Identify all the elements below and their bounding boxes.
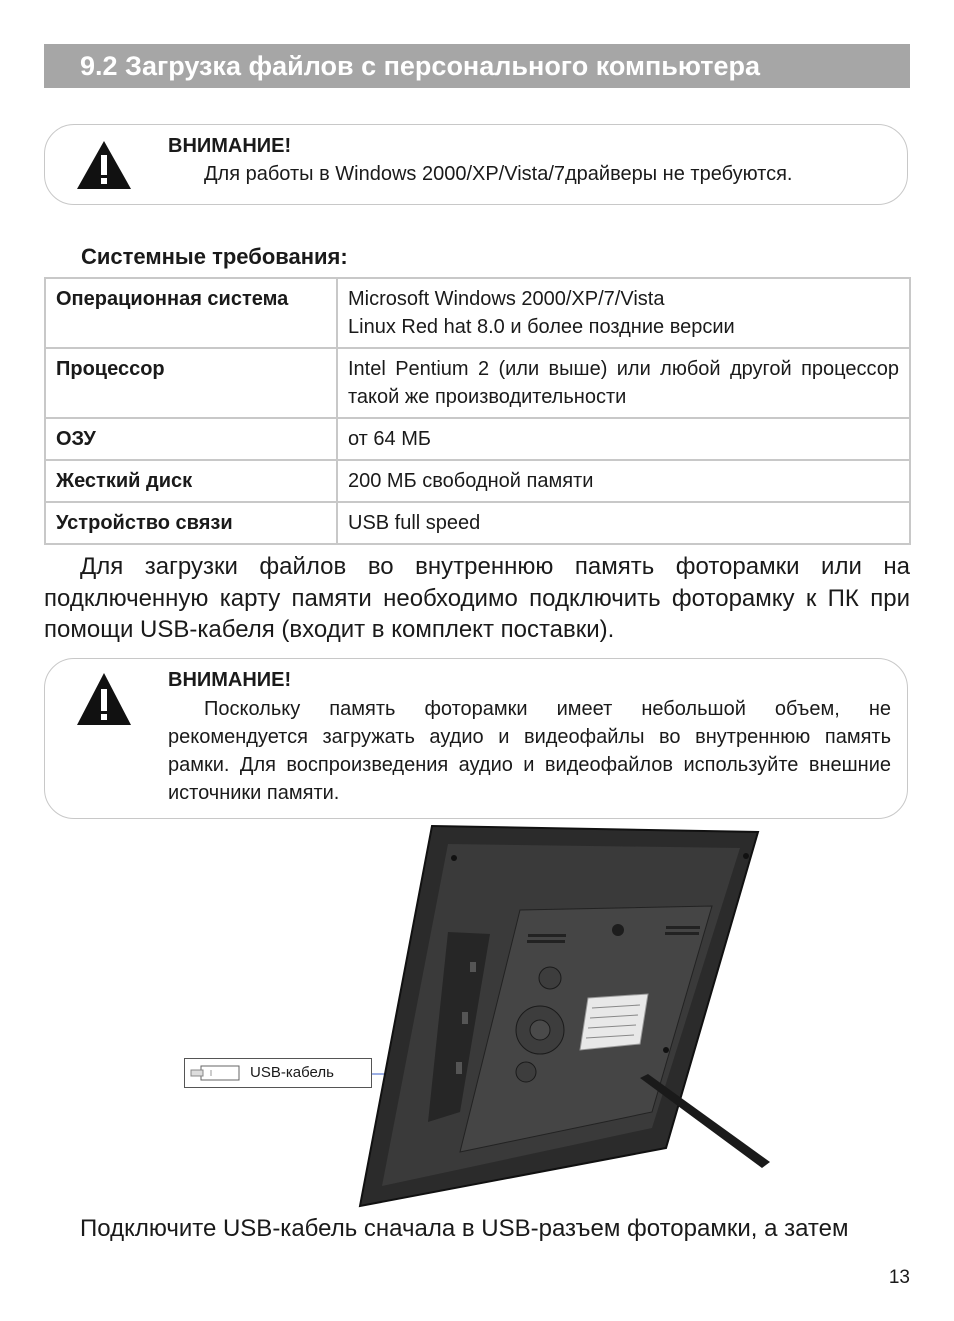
table-row (45, 502, 910, 544)
row-label: Процессор (45, 348, 337, 418)
row-value: Intel Pentium 2 (или выше) или любой другой процессор такой же производительности (337, 348, 910, 418)
usb-cable-callout (184, 1058, 372, 1088)
section-title: 9.2 Загрузка файлов с персонального компьютера (44, 44, 910, 88)
row-value: 200 МБ свободной памяти (337, 460, 910, 502)
row-value (337, 278, 910, 348)
row-value: USB full speed (337, 502, 910, 544)
row-label: Операционная система (45, 278, 337, 348)
requirements-table (44, 277, 911, 545)
row-label: Жесткий диск (45, 460, 337, 502)
requirements-heading: Системные требования: (81, 244, 348, 269)
page-number: 13 (888, 1267, 910, 1288)
notice-title: ВНИМАНИЕ! (168, 135, 292, 157)
photo-frame-illustration (350, 822, 780, 1212)
notice-title: ВНИМАНИЕ! (168, 669, 292, 691)
warning-notice (44, 658, 908, 819)
usb-cable-label: USB-кабель (250, 1064, 334, 1081)
instruction-paragraph: Для загрузки файлов во внутреннюю память фоторамки или на подключенную карту памяти необходимо подключить фоторамку к ПК при помощи USB-кабеля (входит в комплект поставки). (44, 553, 910, 643)
row-label: Устройство связи (45, 502, 337, 544)
usb-plug-icon (189, 1063, 243, 1083)
bottom-instruction: Подключите USB-кабель сначала в USB-разъем фоторамки, а затем (80, 1215, 849, 1242)
warning-notice (44, 124, 908, 205)
row-value: от 64 МБ (337, 418, 910, 460)
table-row (45, 460, 910, 502)
notice-text: Для работы в Windows 2000/XP/Vista/7драйверы не требуются. (204, 163, 793, 185)
table-row (45, 418, 910, 460)
value-line: Linux Red hat 8.0 и более поздние версии (348, 316, 735, 338)
notice-text: Поскольку память фоторамки имеет небольшой объем, не рекомендуется загружать аудио и видеофайлы во внутреннюю память рамки. Для воспроизведения аудио и видеофайлов используйте внешние источники памяти. (168, 698, 891, 804)
table-row (45, 348, 910, 418)
warning-triangle-icon (75, 671, 133, 727)
value-line: Microsoft Windows 2000/XP/7/Vista (348, 288, 665, 310)
table-row (45, 278, 910, 348)
row-label: ОЗУ (45, 418, 337, 460)
warning-triangle-icon (75, 139, 133, 191)
